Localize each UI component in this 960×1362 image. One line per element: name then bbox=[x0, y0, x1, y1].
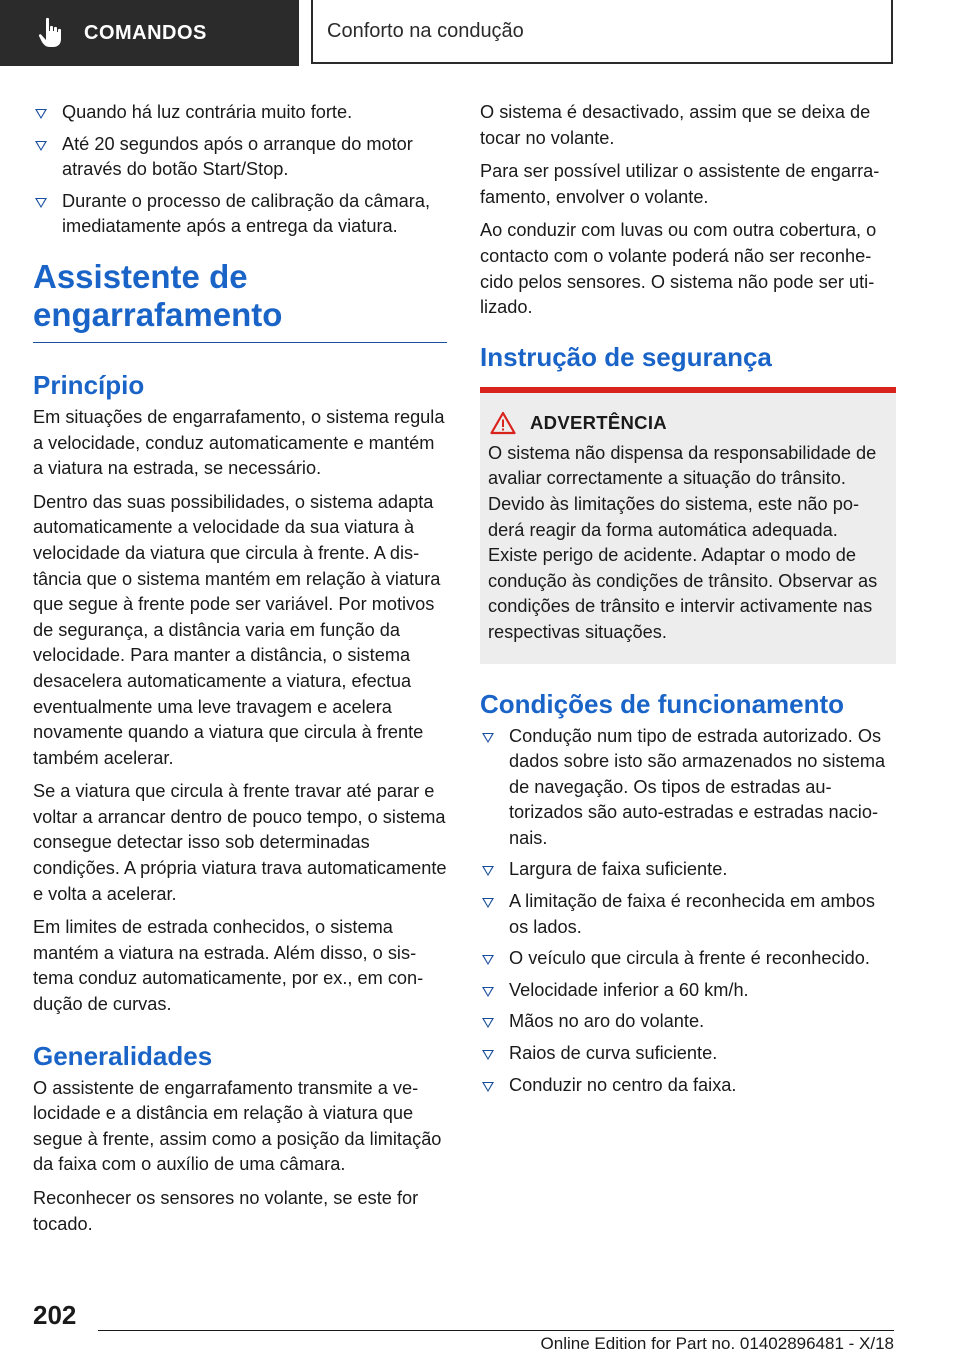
list-item: Largura de faixa suficiente. bbox=[480, 857, 896, 883]
condicoes-bullet-list bbox=[480, 724, 896, 1099]
left-column bbox=[33, 100, 447, 1245]
list-item: O veículo que circula à frente é reconhecido. bbox=[480, 946, 896, 972]
hand-pointer-icon bbox=[34, 15, 70, 51]
chapter-title: Assistente de engarrafamento bbox=[33, 258, 447, 343]
edition-text: Online Edition for Part no. 01402896481 - X/18 bbox=[540, 1334, 894, 1353]
list-item: Conduzir no centro da faixa. bbox=[480, 1073, 896, 1099]
warning-box bbox=[480, 387, 896, 664]
triangle-bullet-icon bbox=[482, 987, 494, 997]
generalidades-heading: Generalidades bbox=[33, 1040, 213, 1071]
triangle-bullet-icon bbox=[482, 898, 494, 908]
triangle-bullet-icon bbox=[35, 141, 47, 151]
warning-text: O sistema não dispensa da responsabilidade de avaliar correctamente a situação do trânsito. Devido às limitações do sistema, este não poderá reagir da forma automática adequada. Existe perigo de acidente. Adaptar o modo de condução às condições de trânsito. Observar as condições de trânsito e intervir activamente nas respectivas situações. bbox=[488, 442, 878, 642]
paragraph: Se a viatura que circula à frente travar até parar e voltar a arrancar dentro de pouco tempo, o sistema consegue detectar isso sob determinadas condições. A própria viatura trava automaticamente e volta a acelerar. bbox=[33, 781, 447, 904]
paragraph: O assistente de engarrafamento transmite a velocidade e a distância em relação à viatura que segue à frente, assim como a posição da limitação da faixa com o auxílio de uma câmara. bbox=[33, 1077, 442, 1175]
page-number: 202 bbox=[33, 1300, 77, 1330]
right-column bbox=[480, 100, 896, 1104]
list-item: Velocidade inferior a 60 km/h. bbox=[480, 978, 896, 1004]
triangle-bullet-icon bbox=[482, 866, 494, 876]
triangle-bullet-icon bbox=[482, 733, 494, 743]
triangle-bullet-icon bbox=[482, 1018, 494, 1028]
list-item: A limitação de faixa é reconhecida em ambos os lados. bbox=[480, 889, 896, 940]
seguranca-heading: Instrução de segurança bbox=[480, 341, 772, 372]
intro-bullet-list bbox=[33, 100, 447, 240]
triangle-bullet-icon bbox=[35, 198, 47, 208]
triangle-bullet-icon bbox=[35, 109, 47, 119]
triangle-bullet-icon bbox=[482, 1082, 494, 1092]
paragraph: Em situações de engarrafamento, o sistema regula a velocidade, conduz automaticamente e mantém a viatura na estrada, se necessário. bbox=[33, 406, 445, 479]
paragraph: Em limites de estrada conhecidos, o sistema mantém a viatura na estrada. Além disso, o sistema conduz automaticamente, por ex., em condução de curvas. bbox=[33, 917, 424, 1015]
chapter-tab bbox=[311, 0, 893, 64]
list-item: Mãos no aro do volante. bbox=[480, 1009, 896, 1035]
warning-triangle-icon bbox=[490, 411, 516, 435]
paragraph: Reconhecer os sensores no volante, se este for tocado. bbox=[33, 1188, 419, 1234]
warning-title: ADVERTÊNCIA bbox=[488, 411, 888, 435]
triangle-bullet-icon bbox=[482, 955, 494, 965]
list-item: Até 20 segundos após o arranque do motor através do botão Start/Stop. bbox=[33, 132, 447, 183]
paragraph: Para ser possível utilizar o assistente de engarrafamento, envolver o volante. bbox=[480, 161, 880, 207]
list-item: Raios de curva suficiente. bbox=[480, 1041, 896, 1067]
condicoes-heading: Condições de funcionamento bbox=[480, 688, 845, 719]
paragraph: Dentro das suas possibilidades, o sistema adapta automaticamente a velocidade da sua viatura à velocidade da viatura que circula à frente. A distância que o sistema mantém em relação à viatura que segue à frente pode ser variável. Por motivos de segurança, a distância varia em função da velocidade. Para manter a distância, o sistema desacelera automaticamente a viatura, efectua eventualmente uma leve travagem e acelera novamente quando a viatura que circula à frente também acelerar. bbox=[33, 491, 441, 768]
triangle-bullet-icon bbox=[482, 1050, 494, 1060]
footer-divider bbox=[98, 1330, 894, 1331]
list-item: Durante o processo de calibração da câmara, imediatamente após a entrega da viatura. bbox=[33, 189, 447, 240]
page-header bbox=[0, 0, 960, 66]
list-item: Quando há luz contrária muito forte. bbox=[33, 100, 447, 126]
paragraph: Ao conduzir com luvas ou com outra cobertura, o contacto com o volante poderá não ser reconhecido pelos sensores. O sistema não pode ser utilizado. bbox=[480, 220, 877, 318]
list-item: Condução num tipo de estrada autorizado. Os dados sobre isto são armazenados no sistema de navegação. Os tipos de estradas autorizados são auto-estradas e estradas nacionais. bbox=[480, 724, 896, 852]
section-tab bbox=[0, 0, 299, 66]
section-label: COMANDOS bbox=[84, 21, 207, 44]
chapter-label: Conforto na condução bbox=[327, 19, 524, 42]
paragraph: O sistema é desactivado, assim que se deixa de tocar no volante. bbox=[480, 102, 871, 148]
principio-heading: Princípio bbox=[33, 369, 145, 400]
